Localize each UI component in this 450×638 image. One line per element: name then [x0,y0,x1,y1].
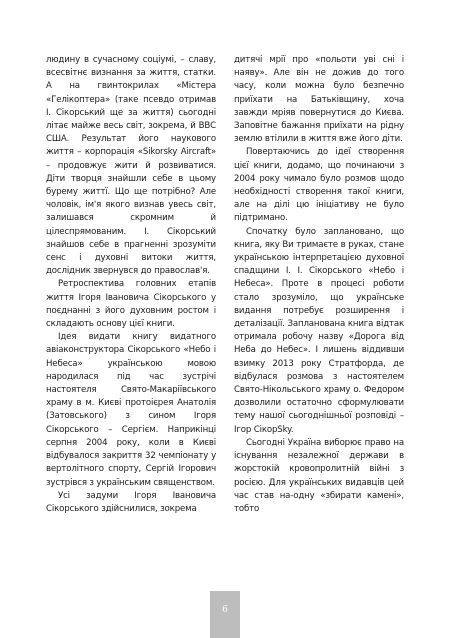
paragraph: дитячі мрії про «польоти уві сні і наяву». Але він не дожив до того часу, коли можна було безпечно приїхати на Батьківщину, хоча завжди мріяв повернутися до Києва. Заповітне бажання приїхати на рідну землю втілили в життя вже його діти. [234,55,404,145]
paragraph: Усі задуми Ігоря Івановича Сікорського здійснилися, зокрема [46,490,216,514]
page-number-tab [210,591,240,638]
paragraph: Сьогодні Україна виборює право на існування незалежної держави в жорстокій кровопролитній війні з росією. Для українських видавців цей час став на-одну «збирати камені», тобто [234,437,404,514]
paragraph: Ідея видати книгу видатного авіаконструктора Сікорського «Небо і Небеса» українською мовою народилася під час зустрічі настоятеля Свято-Макаріївського храму в м. Києві протоієрея Анатолія (Затовського) з сином Ігоря Сікорського – Сергієм. Наприкінці серпня 2004 року, коли в Києві відбувалося закриття 32 чемпіонату у вертолітного спорту, Сергій Ігорович зустрівся з українським священством. [46,332,216,488]
paragraph: Спочатку було заплановано, що книга, яку Ви тримаєте в руках, стане українською інтерпретацією духовної спадщини І. І. Сікорського «Небо і Небеса». Проте в процесі роботи стало зрозуміло, що українське видання потребує розширення і деталізації. Запланована книга відтак отримала робочу назву «Дорога від Неба до Небес». І лишень віддивши взимку 2013 року Стратфорда, де відбулася розмова з настоятелем Свято-Нікольського храму о. Федором дозволили остаточно сформулювати тему нашої сьогоднішньої розповіді – Ігор СікорSky. [234,226,404,435]
paragraph: Ретроспектива головних етапів життя Ігоря Івановича Сікорського у поєднанні з його духовним ростом і складають основу цієї книги. [46,279,216,330]
paragraph: Повертаючись до ідеї створення цієї книги, додамо, що починаючи з 2004 року чимало було розмов щодо необхідності створення такої книги, але на ділі цю ініціативу не було підтримано. [234,147,404,224]
right-column [234,54,404,516]
page-number: 6 [222,605,228,615]
paragraph: людину в сучасному соціумі, – славу, всесвітнє визнання за життя, статки. А на гвинтокрилах «Містера «Гелікоптера» (таке псевдо отримав І. Сікорський ще за життя) сьогодні літає майже весь світ, зокрема, й ВВС США. Результат його наукового життя – корпорація «Sikorsky Aircraft» – продовжує жити й розвиватися. Діти творця знайшли себе в цьому бурему життї. Що ще потрібно? Але чоловік, ім'я якого визнав увесь світ, залишався скромним й цілеспрямованим. І. Сікорський знайшов себе в прагненні зрозуміти сенс і духовні витоки життя, дослідник звернувся до православ'я. [46,55,216,277]
left-column [46,54,216,516]
